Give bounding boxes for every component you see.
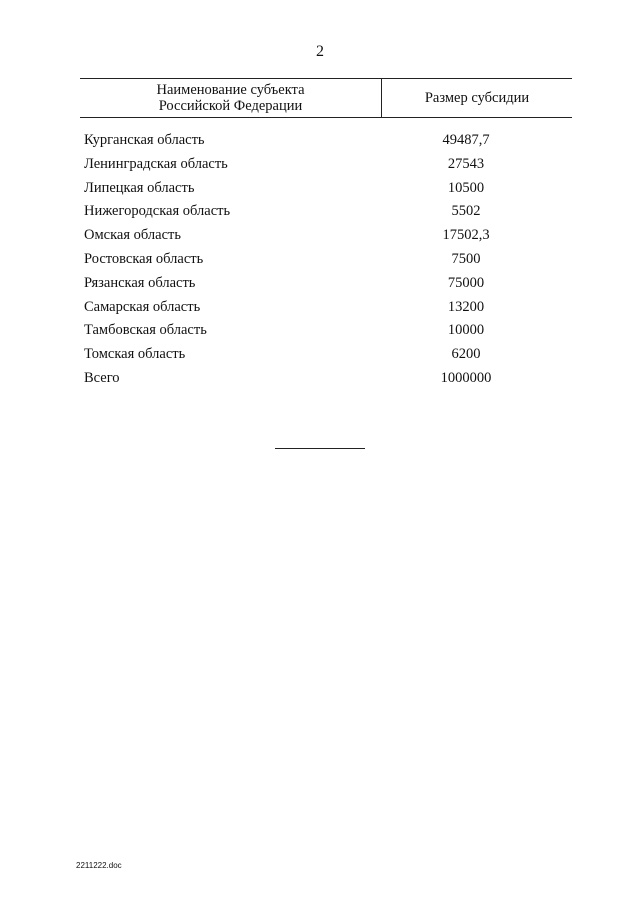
subsidy-value: 27543 <box>447 155 485 172</box>
total-label: Всего <box>84 369 120 386</box>
subsidy-value: 7500 <box>451 250 481 267</box>
header-subsidy-amount: Размер субсидии <box>424 90 530 106</box>
footer-file-name: 2211222.doc <box>76 861 122 870</box>
table-row <box>84 201 572 225</box>
table-row <box>84 249 572 273</box>
region-name: Рязанская область <box>84 274 196 291</box>
region-name: Самарская область <box>84 298 201 315</box>
subsidy-value: 6200 <box>451 346 481 363</box>
table-row <box>84 273 572 297</box>
header-subject-name-line-2: Российской Федерации <box>158 98 303 114</box>
table-row <box>84 297 572 321</box>
table-header <box>80 78 572 118</box>
subsidy-value: 10500 <box>447 179 485 196</box>
table-row <box>84 225 572 249</box>
table-row <box>84 154 572 178</box>
region-name: Липецкая область <box>84 179 195 196</box>
subsidy-value: 13200 <box>447 298 485 315</box>
region-name: Тамбовская область <box>84 322 207 339</box>
table-body <box>84 130 572 392</box>
table-row-total <box>84 368 572 392</box>
region-name: Ростовская область <box>84 250 204 267</box>
subsidy-value: 75000 <box>447 274 485 291</box>
subsidy-value: 10000 <box>447 322 485 339</box>
region-name: Омская область <box>84 227 181 244</box>
region-name: Ленинградская область <box>84 155 228 172</box>
header-subject-name-line-1: Наименование субъекта <box>156 82 305 98</box>
region-name: Курганская область <box>84 132 205 148</box>
subsidy-value: 17502,3 <box>442 227 490 244</box>
total-value: 1000000 <box>440 369 492 386</box>
region-name: Томская область <box>84 346 186 363</box>
header-subject-name <box>80 79 382 117</box>
subsidy-value: 5502 <box>451 203 481 220</box>
subsidy-value: 49487,7 <box>442 132 490 148</box>
table-row <box>84 178 572 202</box>
table-row <box>84 320 572 344</box>
table-row <box>84 130 572 154</box>
table-row <box>84 344 572 368</box>
end-of-document-divider <box>275 448 365 449</box>
region-name: Нижегородская область <box>84 203 231 220</box>
page-number: 2 <box>316 43 324 60</box>
